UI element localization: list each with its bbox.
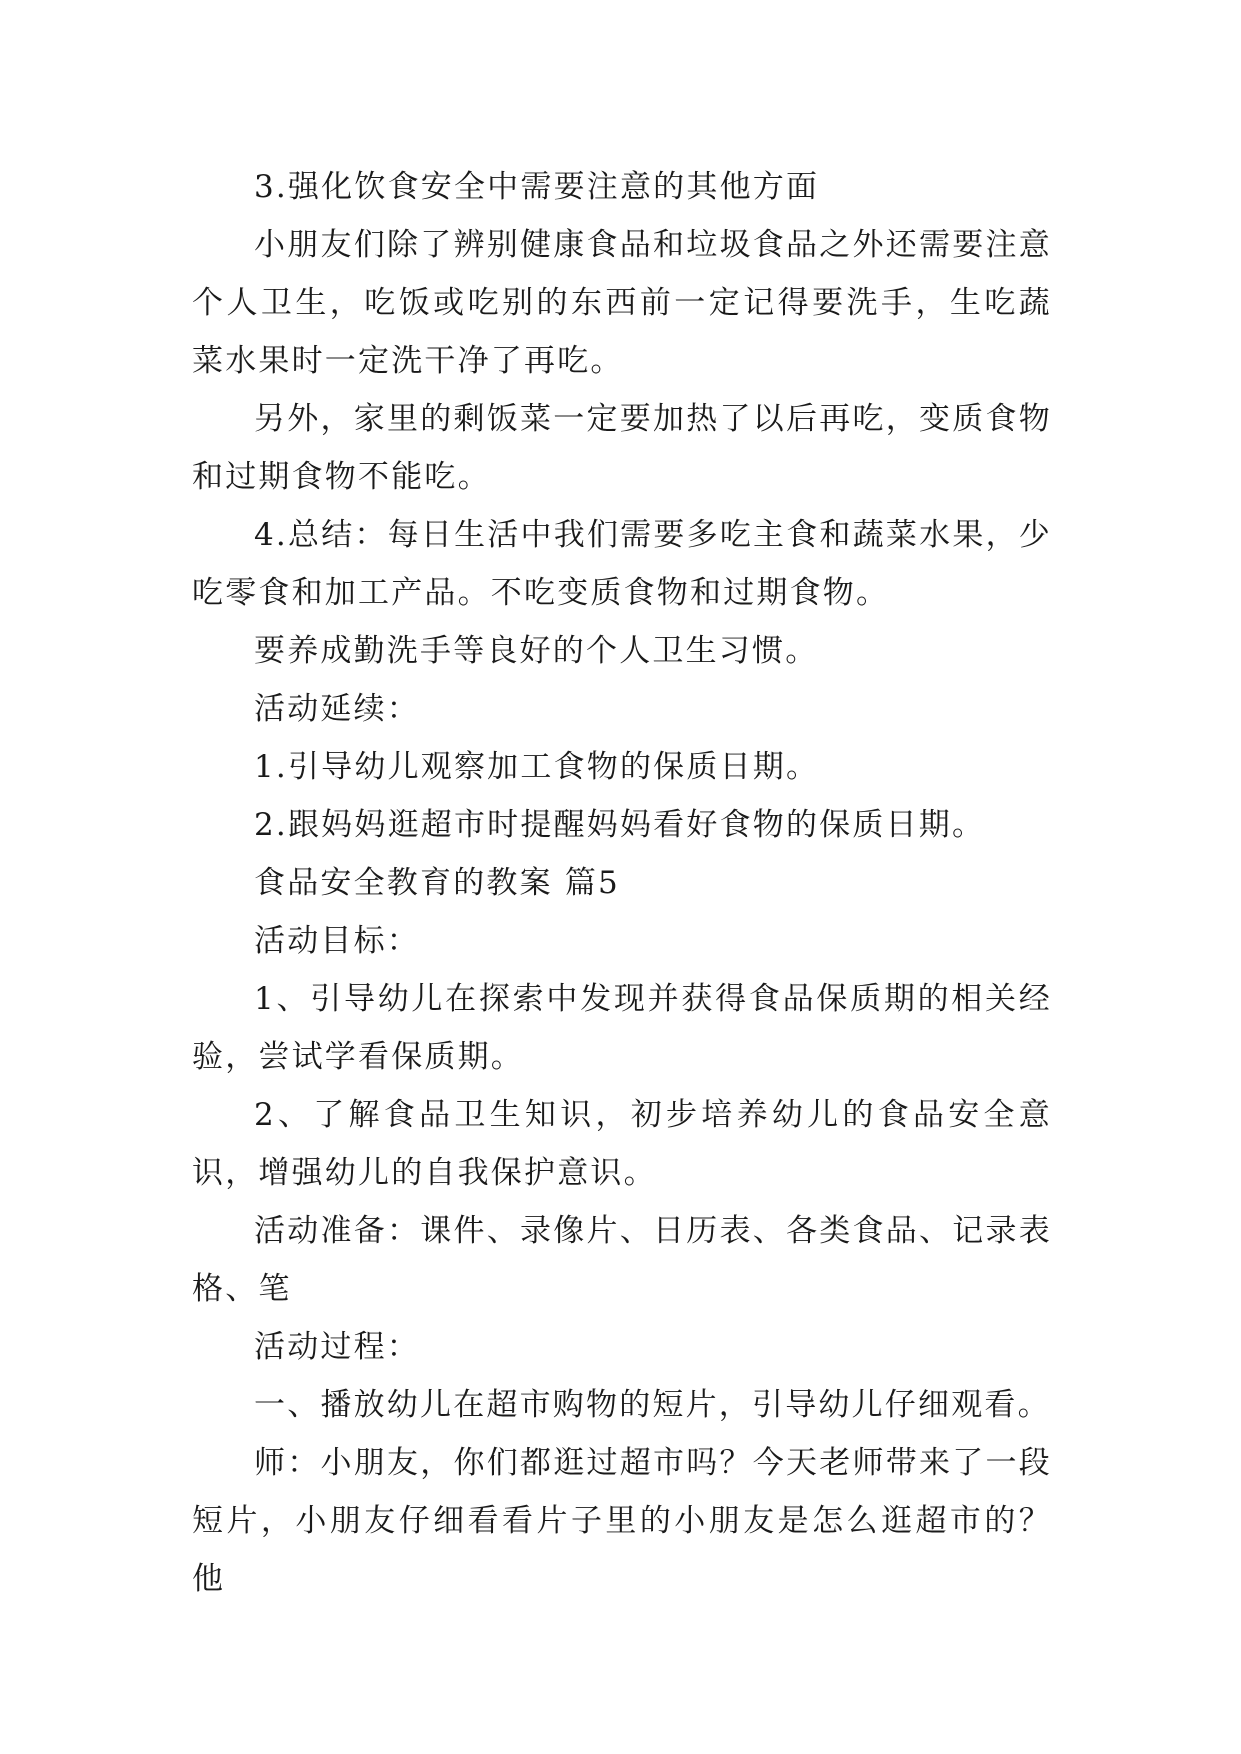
list-item-goal-1: 1、引导幼儿在探索中发现并获得食品保质期的相关经验，尝试学看保质期。 xyxy=(192,981,1052,1075)
paragraph-activity-preparation: 活动准备：课件、录像片、日历表、各类食品、记录表格、笔 xyxy=(192,1213,1052,1307)
heading-activity-process: 活动过程： xyxy=(254,1329,420,1365)
heading-activity-goals: 活动目标： xyxy=(254,923,420,959)
list-item-extension-2: 2.跟妈妈逛超市时提醒妈妈看好食物的保质日期。 xyxy=(254,807,986,843)
section-title-lesson-5: 食品安全教育的教案 篇5 xyxy=(254,865,620,901)
document-body xyxy=(192,158,1052,1608)
list-item-process-1: 一、播放幼儿在超市购物的短片，引导幼儿仔细观看。 xyxy=(254,1387,1051,1423)
paragraph-hygiene: 小朋友们除了辨别健康食品和垃圾食品之外还需要注意个人卫生，吃饭或吃别的东西前一定记得要洗手，生吃蔬菜水果时一定洗干净了再吃。 xyxy=(192,227,1052,379)
paragraph-handwashing: 要养成勤洗手等良好的个人卫生习惯。 xyxy=(254,633,819,669)
heading-activity-extension: 活动延续： xyxy=(254,691,420,727)
subheading-step-3: 3.强化饮食安全中需要注意的其他方面 xyxy=(254,169,820,205)
list-item-goal-2: 2、了解食品卫生知识，初步培养幼儿的食品安全意识，增强幼儿的自我保护意识。 xyxy=(192,1097,1052,1191)
paragraph-leftovers: 另外，家里的剩饭菜一定要加热了以后再吃，变质食物和过期食物不能吃。 xyxy=(192,401,1052,495)
paragraph-teacher-dialogue: 师：小朋友，你们都逛过超市吗？今天老师带来了一段短片，小朋友仔细看看片子里的小朋友是怎么逛超市的？他 xyxy=(192,1445,1052,1597)
list-item-extension-1: 1.引导幼儿观察加工食物的保质日期。 xyxy=(254,749,820,785)
paragraph-summary: 4.总结：每日生活中我们需要多吃主食和蔬菜水果，少吃零食和加工产品。不吃变质食物和过期食物。 xyxy=(192,517,1052,611)
